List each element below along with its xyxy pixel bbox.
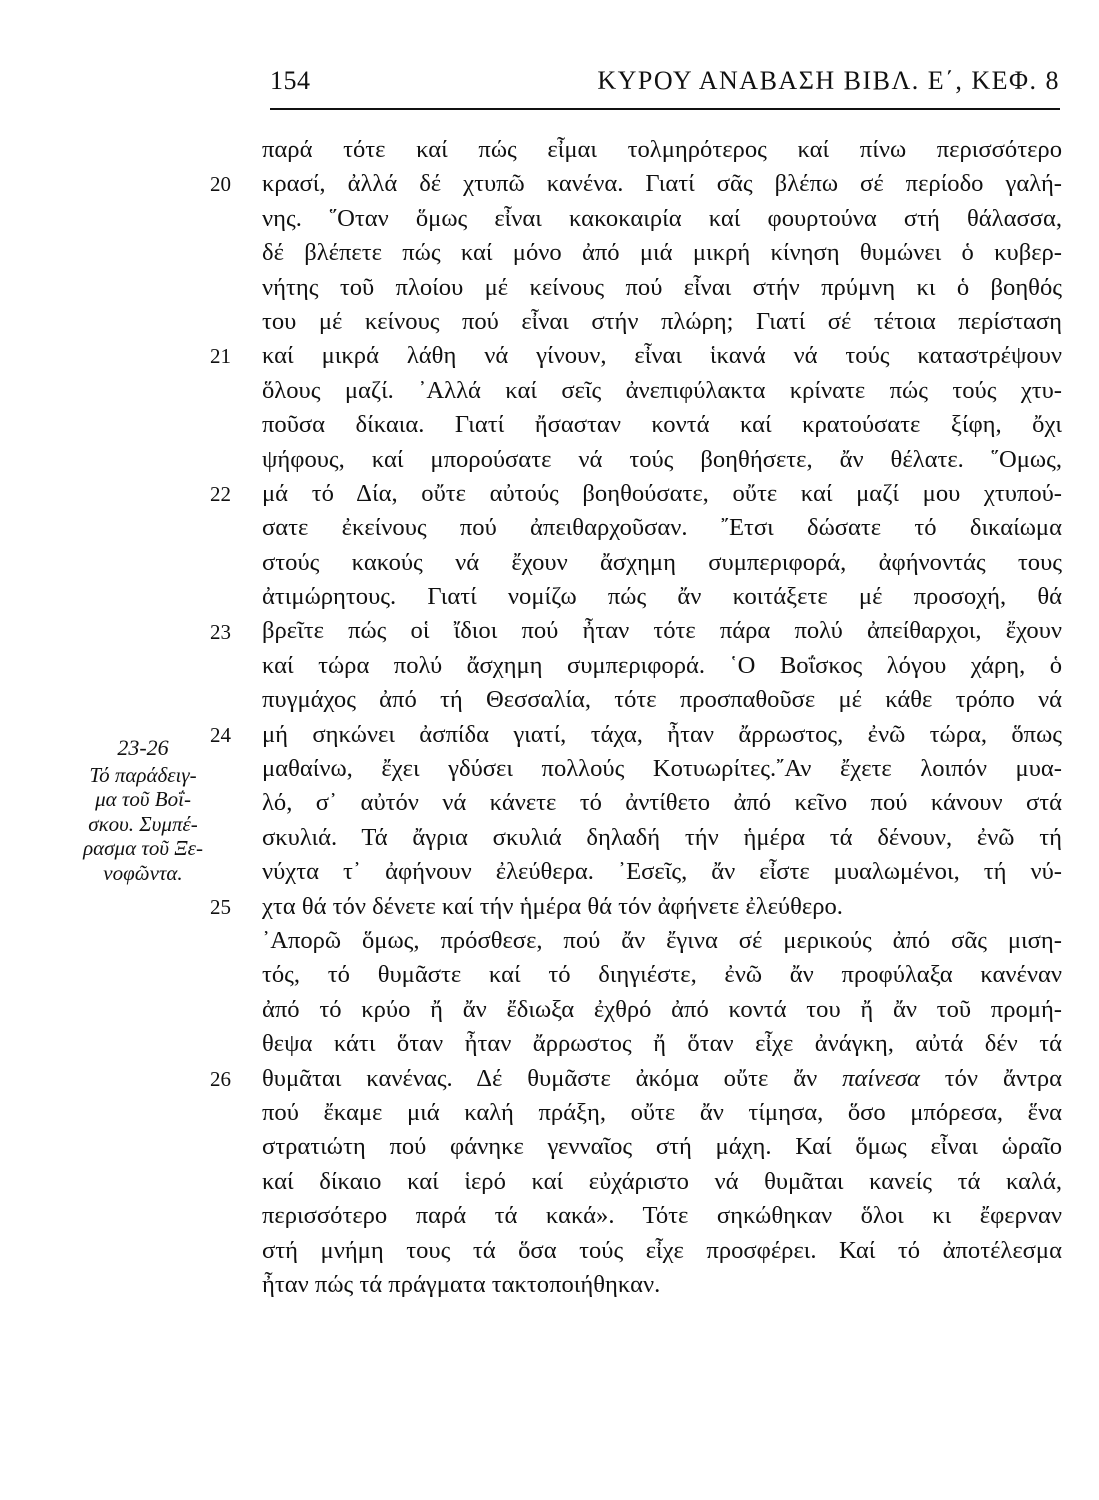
margin-note-line: ρασμα τοῦ Ξε- [83,836,203,860]
text-line: σκυλιά. Τά ἄγρια σκυλιά δηλαδή τήν ἡμέρα τά δένουν, ἐνῶ τή [262,823,1062,851]
text-line: ἀπό τό κρύο ἤ ἄν ἔδιωξα ἐχθρό ἀπό κοντά του ἤ ἄν τοῦ προμή- [262,995,1062,1023]
text-line: ποῦσα δίκαια. Γιατί ἤσασταν κοντά καί κρατούσατε ξίφη, ὄχι [262,411,1062,439]
text-line: δέ βλέπετε πώς καί μόνο ἀπό μιά μικρή κίνηση θυμώνει ὁ κυβερ- [262,239,1062,267]
text-line: θεψα κάτι ὅταν ἦταν ἄρρωστος ἤ ὅταν εἶχε ἀνάγκη, αὐτά δέν τά [262,1030,1062,1058]
text-line: στούς κακούς νά ἔχουν ἄσχημη συμπεριφορά, ἀφήνοντάς τους [262,548,1062,576]
text-line: νης. ῞Οταν ὅμως εἶναι κακοκαιρία καί φουρτούνα στή θάλασσα, [262,204,1062,232]
text-line: τός, τό θυμᾶστε καί τό διηγιέστε, ἐνῶ ἄν προφύλαξα κανέναν [262,961,1062,989]
section-number: 24 [210,722,231,747]
running-title: ΚΥΡΟΥ ΑΝΑΒΑΣΗ ΒΙΒΛ. Ε΄, ΚΕΦ. 8 [597,66,1060,95]
text-line: μή σηκώνει ἀσπίδα γιατί, τάχα, ἦταν ἄρρωστος, ἐνῶ τώρα, ὅπως [262,720,1062,748]
text-line: του μέ κείνους πού εἶναι στήν πλώρη; Γιατί σέ τέτοια περίσταση [262,307,1062,335]
margin-note-line: σκου. Συμπέ- [88,811,198,836]
text-line: περισσότερο παρά τά κακά». Τότε σηκώθηκαν ὅλοι κι ἔφερναν [262,1202,1062,1230]
section-number: 23 [210,619,231,644]
text-line: στή μνήμη τους τά ὅσα τούς εἶχε προσφέρει. Καί τό ἀποτέλεσμα [262,1236,1062,1264]
page-number: 154 [270,66,311,95]
margin-note [78,736,208,885]
running-header [270,66,1060,106]
margin-note-range: 23-26 [117,735,169,760]
text-line: καί μικρά λάθη νά γίνουν, εἶναι ἱκανά νά τούς καταστρέψουν [262,342,1062,370]
text-line: χτα θά τόν δένετε καί τήν ἡμέρα θά τόν ἀφήνετε ἐλεύθερο. [262,892,843,920]
text-line: ἀτιμώρητους. Γιατί νομίζω πώς ἄν κοιτάξετε μέ προσοχή, θά [262,583,1062,611]
text-line: πυγμάχος ἀπό τή Θεσσαλία, τότε προσπαθοῦσε μέ κάθε τρόπο νά [262,686,1062,714]
text-line: ᾿Απορῶ ὅμως, πρόσθεσε, πού ἄν ἔγινα σέ μερικούς ἀπό σᾶς μιση- [262,926,1062,954]
section-number: 25 [210,894,231,919]
text-line: λό, σ᾿ αὐτόν νά κάνετε τό ἀντίθετο ἀπό κεῖνο πού κάνουν στά [262,789,1062,817]
text-line: στρατιώτη πού φάνηκε γενναῖος στή μάχη. Καί ὅμως εἶναι ὡραῖο [262,1133,1062,1161]
text-line: βρεῖτε πώς οἱ ἴδιοι πού ἦταν τότε πάρα πολύ ἀπείθαρχοι, ἔχουν [262,617,1062,645]
text-line: σατε ἐκείνους πού ἀπειθαρχοῦσαν. ῎Ετσι δώσατε τό δικαίωμα [262,514,1062,542]
text-line: καί τώρα πολύ ἄσχημη συμπεριφορά. ῾Ο Βοΐσκος λόγου χάρη, ὁ [262,651,1062,679]
text-line: ἦταν πώς τά πράγματα τακτοποιήθηκαν. [262,1270,661,1298]
text-line: μά τό Δία, οὔτε αὐτούς βοηθούσατε, οὔτε καί μαζί μου χτυπού- [262,479,1062,507]
section-number: 26 [210,1066,231,1091]
margin-note-line: νοφῶντα. [103,860,183,885]
text-line: πού ἔκαμε μιά καλή πράξη, οὔτε ἄν τίμησα, ὅσο μπόρεσα, ἕνα [262,1098,1062,1126]
section-number: 20 [210,172,231,197]
text-line: νύχτα τ᾿ ἀφήνουν ἐλεύθερα. ᾿Εσεῖς, ἄν εἶστε μυαλωμένοι, τή νύ- [262,858,1062,886]
text-line: ψήφους, καί μπορούσατε νά τούς βοηθήσετε, ἄν θέλατε. ῞Ομως, [262,445,1062,473]
margin-note-line: μα τοῦ Βοΐ- [95,787,191,811]
text-line: κρασί, ἀλλά δέ χτυπῶ κανένα. Γιατί σᾶς βλέπω σέ περίοδο γαλή- [262,170,1062,198]
text-line: παρά τότε καί πώς εἶμαι τολμηρότερος καί πίνω περισσότερο [262,136,1062,163]
margin-note-line: Τό παράδειγ- [89,762,197,787]
header-rule [270,108,1060,110]
text-line: μαθαίνω, ἔχει γδύσει πολλούς Κοτυωρίτες.῎Αν ἔχετε λοιπόν μυα- [262,755,1062,783]
section-number: 21 [210,344,231,369]
body-text [262,133,1062,1302]
text-line: ὅλους μαζί. ᾿Αλλά καί σεῖς ἀνεπιφύλακτα κρίνατε πώς τούς χτυ- [262,376,1062,404]
text-line: νήτης τοῦ πλοίου μέ κείνους πού εἶναι στήν πρύμνη κι ὁ βοηθός [262,273,1062,301]
text-line: θυμᾶται κανένας. Δέ θυμᾶστε ἀκόμα οὔτε ἄν παίνεσα τόν ἄντρα [262,1064,1062,1092]
text-line: καί δίκαιο καί ἱερό καί εὐχάριστο νά θυμᾶται κανείς τά καλά, [262,1167,1062,1195]
section-number: 22 [210,482,231,506]
